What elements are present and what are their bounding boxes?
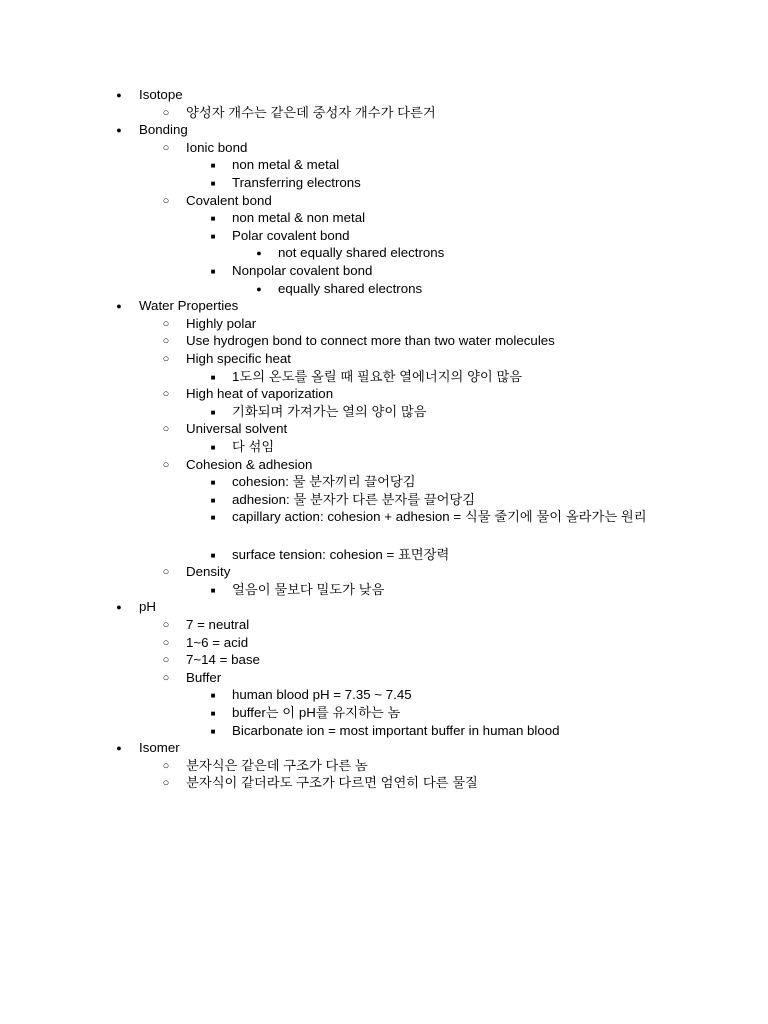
- list-item: ● Water Properties: [0, 297, 768, 315]
- list-item: ■ Nonpolar covalent bond: [0, 262, 768, 280]
- bullet-square-icon: [206, 403, 220, 422]
- bullet-circle-icon: [159, 563, 173, 582]
- list-item: ■ 기화되며 가져가는 열의 양이 많음: [0, 403, 768, 421]
- bullet-circle-icon: [159, 669, 173, 688]
- list-item: ○ High specific heat: [0, 350, 768, 368]
- bullet-circle-icon: [159, 420, 173, 439]
- bullet-circle-icon: [159, 634, 173, 653]
- list-item: ■ capillary action: cohesion + adhesion = 식물 줄기에 물이 올라가는 원리: [0, 508, 768, 543]
- bullet-circle-icon: [159, 616, 173, 635]
- bullet-square-icon: [206, 581, 220, 600]
- list-item: ○ 1~6 = acid: [0, 634, 768, 652]
- list-item: ■ non metal & metal: [0, 156, 768, 174]
- list-item: ■ surface tension: cohesion = 표면장력: [0, 546, 768, 564]
- bullet-circle-icon: [159, 104, 173, 123]
- bullet-disc-icon: [252, 244, 266, 263]
- list-item: ○ High heat of vaporization: [0, 385, 768, 403]
- list-item: ○ 양성자 개수는 같은데 중성자 개수가 다른거: [0, 104, 768, 122]
- list-item: ■ non metal & non metal: [0, 209, 768, 227]
- bullet-circle-icon: [159, 332, 173, 351]
- list-item: ○ 7 = neutral: [0, 616, 768, 634]
- bullet-circle-icon: [159, 456, 173, 475]
- list-item: ○ Universal solvent: [0, 420, 768, 438]
- bullet-circle-icon: [159, 139, 173, 158]
- bullet-square-icon: [206, 156, 220, 175]
- bullet-circle-icon: [159, 651, 173, 670]
- list-item: ○ 분자식이 같더라도 구조가 다르면 엄연히 다른 물질: [0, 774, 768, 792]
- list-item: ● Bonding: [0, 121, 768, 139]
- bullet-disc-icon: [252, 280, 266, 299]
- list-item: ○ 분자식은 같은데 구조가 다른 놈: [0, 757, 768, 775]
- list-item: ● Isomer: [0, 739, 768, 757]
- list-item: ■ cohesion: 물 분자끼리 끌어당김: [0, 473, 768, 491]
- list-item: ■ Polar covalent bond: [0, 227, 768, 245]
- list-item: ■ 1도의 온도를 올릴 때 필요한 열에너지의 양이 많음: [0, 368, 768, 386]
- bullet-square-icon: [206, 174, 220, 193]
- list-item: ○ 7~14 = base: [0, 651, 768, 669]
- bullet-square-icon: [206, 704, 220, 723]
- list-item: ■ buffer는 이 pH를 유지하는 놈: [0, 704, 768, 722]
- bullet-square-icon: [206, 209, 220, 228]
- list-item: ○ Buffer: [0, 669, 768, 687]
- bullet-square-icon: [206, 508, 220, 527]
- bullet-square-icon: [206, 473, 220, 492]
- list-item: ○ Cohesion & adhesion: [0, 456, 768, 474]
- bullet-disc-icon: [112, 598, 126, 617]
- bullet-circle-icon: [159, 385, 173, 404]
- bullet-square-icon: [206, 262, 220, 281]
- bullet-square-icon: [206, 438, 220, 457]
- bullet-circle-icon: [159, 350, 173, 369]
- list-item: ■ adhesion: 물 분자가 다른 분자를 끌어당김: [0, 491, 768, 509]
- list-item: ○ Highly polar: [0, 315, 768, 333]
- list-item: ○ Density: [0, 563, 768, 581]
- bullet-square-icon: [206, 546, 220, 565]
- bullet-square-icon: [206, 368, 220, 387]
- list-item: ■ Bicarbonate ion = most important buffer in human blood: [0, 722, 768, 740]
- list-item: ○ Use hydrogen bond to connect more than two water molecules: [0, 332, 768, 350]
- bullet-circle-icon: [159, 192, 173, 211]
- bullet-disc-icon: [112, 121, 126, 140]
- bullet-disc-icon: [112, 297, 126, 316]
- list-item: ● not equally shared electrons: [0, 244, 768, 262]
- bullet-disc-icon: [112, 739, 126, 758]
- list-item: ● equally shared electrons: [0, 280, 768, 298]
- bullet-square-icon: [206, 491, 220, 510]
- list-item: ■ Transferring electrons: [0, 174, 768, 192]
- bullet-square-icon: [206, 686, 220, 705]
- list-item: ■ 다 섞임: [0, 438, 768, 456]
- bullet-disc-icon: [112, 86, 126, 105]
- bullet-circle-icon: [159, 774, 173, 793]
- bullet-square-icon: [206, 722, 220, 741]
- list-item: ■ human blood pH = 7.35 ~ 7.45: [0, 686, 768, 704]
- bullet-circle-icon: [159, 757, 173, 776]
- bullet-circle-icon: [159, 315, 173, 334]
- bullet-square-icon: [206, 227, 220, 246]
- list-item: ● pH: [0, 598, 768, 616]
- list-item: ○ Ionic bond: [0, 139, 768, 157]
- list-item: ○ Covalent bond: [0, 192, 768, 210]
- list-item: ■ 얼음이 물보다 밀도가 낮음: [0, 581, 768, 599]
- list-item: ● Isotope: [0, 86, 768, 104]
